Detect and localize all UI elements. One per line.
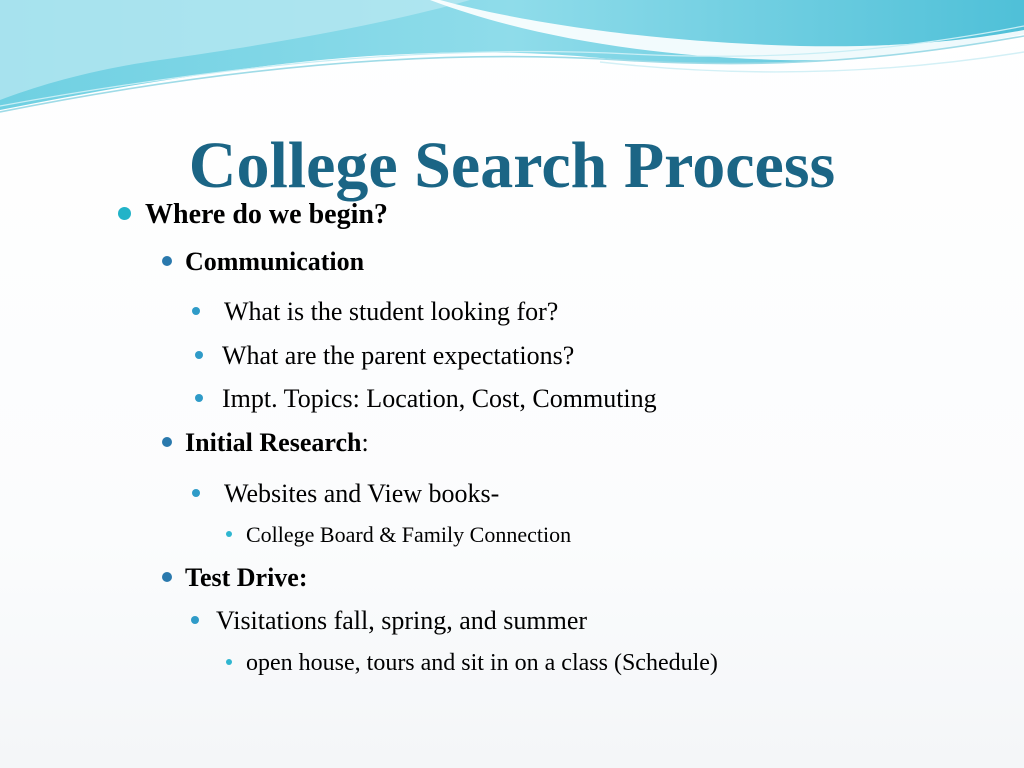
bullet-visitations <box>216 606 587 636</box>
bullet-websites <box>224 479 499 509</box>
bullet-dot-icon <box>162 256 172 266</box>
bullet-dot-icon <box>226 659 232 665</box>
bullet-dot-icon <box>195 394 203 402</box>
bullet-open-house <box>246 649 718 677</box>
bullet-text: What are the parent expectations? <box>222 341 575 370</box>
bullet-text: Impt. Topics: Location, Cost, Commuting <box>222 384 657 413</box>
bullet-text: Websites and View books- <box>224 479 500 508</box>
bullet-dot-icon <box>226 531 232 537</box>
bullet-dot-icon <box>118 207 131 220</box>
bullet-dot-icon <box>191 616 199 624</box>
bullet-text: Visitations fall, spring, and summer <box>216 606 588 635</box>
bullet-dot-icon <box>162 572 172 582</box>
bullet-college-board <box>246 522 571 548</box>
slide-title: College Search Process <box>188 129 836 202</box>
header-wave-decoration <box>0 0 1024 130</box>
bullet-test-drive <box>185 563 308 593</box>
bullet-text: Test Drive: <box>185 563 308 592</box>
bullet-text: College Board & Family Connection <box>246 522 572 547</box>
bullet-dot-icon <box>192 307 200 315</box>
bullet-dot-icon <box>162 437 172 447</box>
bullet-where-begin <box>145 199 388 231</box>
bullet-parent-expectations <box>222 341 574 371</box>
bullet-initial-research <box>185 428 369 458</box>
bullet-student-looking <box>224 297 558 327</box>
bullet-text: Communication <box>185 247 365 276</box>
bullet-text: What is the student looking for? <box>224 297 559 326</box>
bullet-text: Where do we begin? <box>145 199 388 230</box>
bullet-communication <box>185 247 364 277</box>
bullet-text-colon: : <box>361 428 369 457</box>
bullet-dot-icon <box>192 489 200 497</box>
bullet-dot-icon <box>195 351 203 359</box>
bullet-text: open house, tours and sit in on a class (Schedule) <box>246 650 718 676</box>
bullet-impt-topics <box>222 384 657 414</box>
bullet-text: Initial Research <box>185 428 362 457</box>
